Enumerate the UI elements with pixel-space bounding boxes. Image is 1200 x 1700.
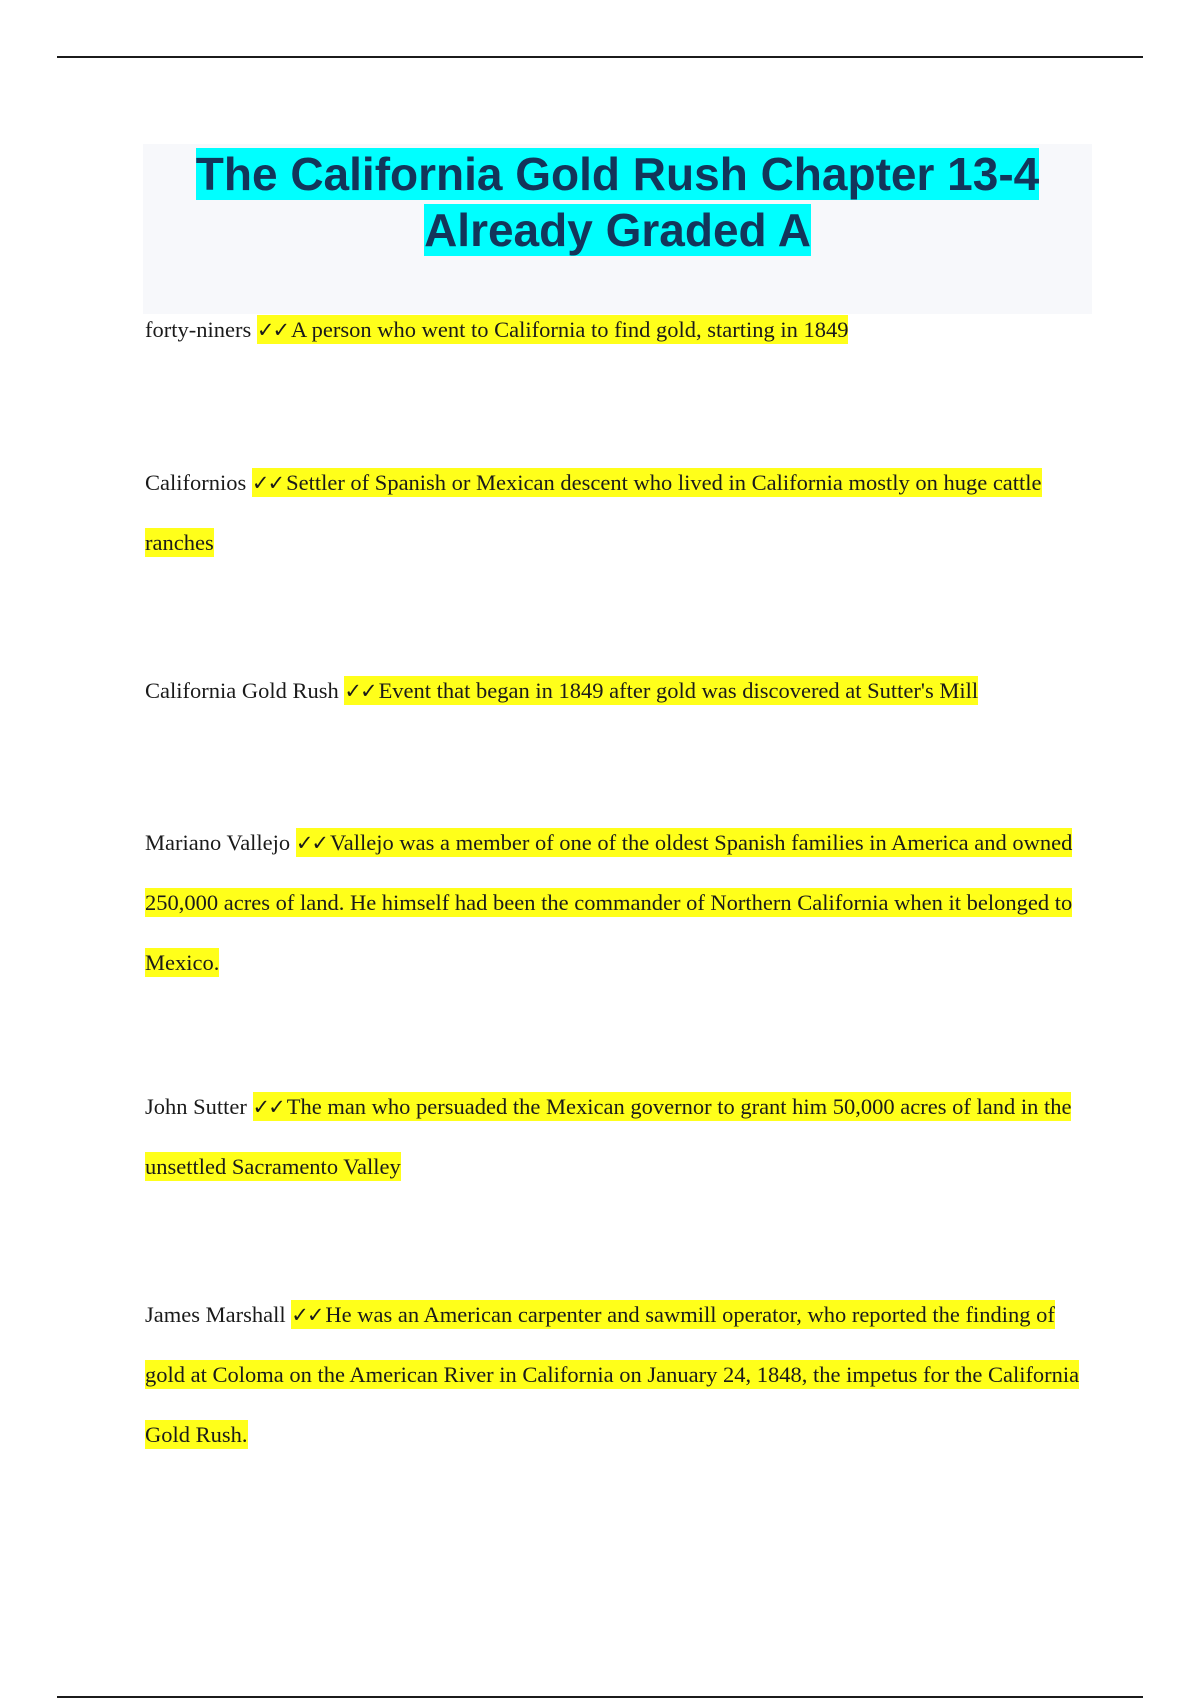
check-icon: ✓✓ bbox=[295, 831, 328, 855]
entry-definition bbox=[344, 676, 978, 705]
entry-definition bbox=[145, 1300, 1079, 1449]
title-block bbox=[143, 144, 1092, 314]
entry-definition bbox=[145, 468, 1042, 557]
entry-definition-text: He was an American carpenter and sawmill operator, who reported the finding of gold at Coloma on the American River in California on January 24, 1848, the impetus for the California Gold Rush. bbox=[145, 1302, 1080, 1447]
entry-forty-niners bbox=[145, 300, 1085, 360]
check-icon: ✓✓ bbox=[252, 1095, 284, 1119]
entry-term: Mariano Vallejo bbox=[145, 830, 291, 855]
check-icon: ✓✓ bbox=[251, 471, 284, 495]
entry-term: John Sutter bbox=[145, 1094, 247, 1119]
entry-john-sutter bbox=[145, 1077, 1085, 1197]
entry-definition-text: Vallejo was a member of one of the oldest Spanish families in America and owned 250,000 acres of land. He himself had been the commander of Northern California when it belonged to Mexico. bbox=[145, 830, 1073, 975]
entry-definition-text: Event that began in 1849 after gold was discovered at Sutter's Mill bbox=[378, 678, 979, 703]
entry-term: Californios bbox=[145, 470, 247, 495]
entry-definition bbox=[257, 315, 849, 344]
entry-james-marshall bbox=[145, 1285, 1085, 1465]
entry-term: James Marshall bbox=[145, 1302, 286, 1327]
document-title-text: The California Gold Rush Chapter 13-4 Already Graded A bbox=[195, 148, 1040, 256]
check-icon: ✓✓ bbox=[291, 1303, 323, 1327]
check-icon: ✓✓ bbox=[344, 679, 376, 703]
entry-definition-text: A person who went to California to find gold, starting in 1849 bbox=[291, 317, 849, 342]
entry-californios bbox=[145, 453, 1085, 573]
entry-definition-text: Settler of Spanish or Mexican descent who lived in California mostly on huge cattle ranches bbox=[145, 470, 1042, 555]
bottom-rule bbox=[57, 1696, 1143, 1698]
entry-definition bbox=[145, 1092, 1071, 1181]
entry-term: forty-niners bbox=[145, 317, 252, 342]
entry-mariano-vallejo bbox=[145, 813, 1085, 993]
top-rule bbox=[57, 56, 1143, 58]
check-icon: ✓✓ bbox=[256, 318, 289, 342]
entry-california-gold-rush bbox=[145, 661, 1085, 721]
entry-term: California Gold Rush bbox=[145, 678, 339, 703]
entry-definition-text: The man who persuaded the Mexican governor to grant him 50,000 acres of land in the unsettled Sacramento Valley bbox=[145, 1094, 1072, 1179]
document-title bbox=[143, 144, 1092, 258]
